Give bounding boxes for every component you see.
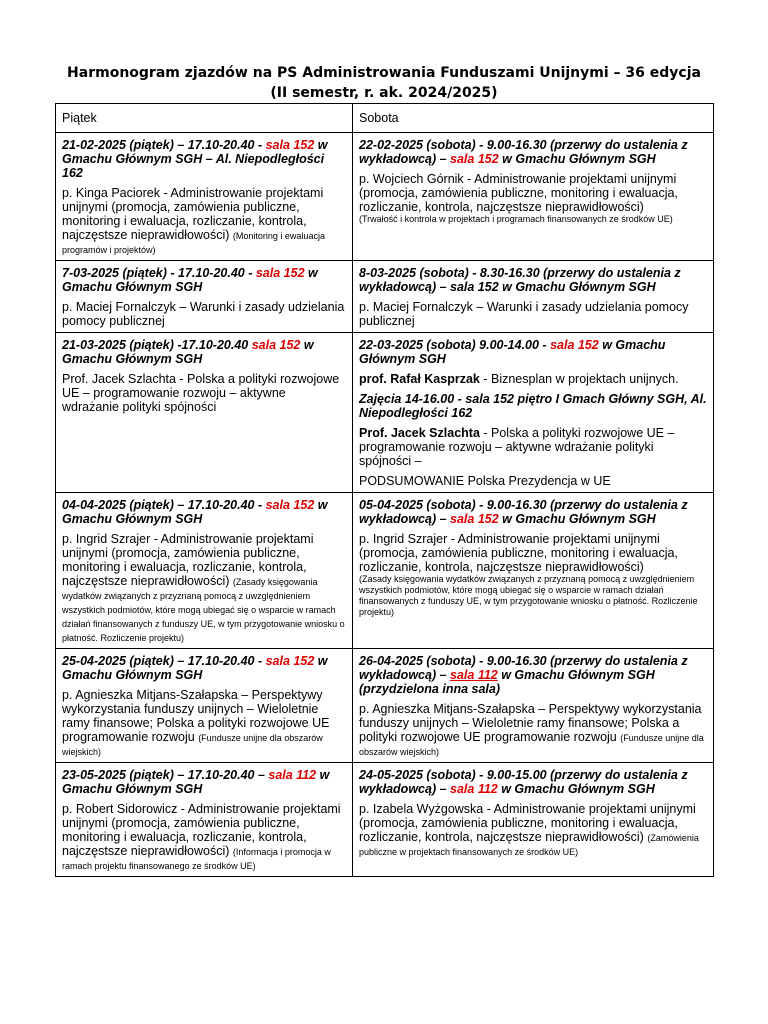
session-header: 22-03-2025 (sobota) 9.00-14.00 - sala 152 w Gmachu Głównym SGH [359,338,666,366]
table-row [56,649,714,763]
session-description: prof. Rafał Kasprzak - Biznesplan w projektach unijnych. [359,372,679,386]
room-label: sala 112 [450,782,498,796]
saturday-cell [353,649,714,763]
friday-cell [56,333,353,493]
room-label: sala 152 [265,654,315,668]
room-label: sala 152 [265,498,315,512]
session-note: (Zasady księgowania wydatków związanych z przyznaną pomocą z uwzględnieniem wszystkich podmiotów, które mogą ubiegać się o wsparcie w ramach działań finansowanych z funduszy UE, w tym przygotowanie wniosku o płatność. Rozliczenie projektu) [359,574,698,617]
session-header: 8-03-2025 (sobota) - 8.30-16.30 (przerwy do ustalenia z wykładowcą) – sala 152 w Gmachu Głównym SGH [359,266,681,294]
session-header: 26-04-2025 (sobota) - 9.00-16.30 (przerwy do ustalenia z wykładowcą) – sala 112 w Gmachu Głównym SGH (przydzielona inna sala) [359,654,688,696]
schedule-table [55,103,714,877]
session-note: (Monitoring i ewaluacja programów i projektów) [62,231,325,255]
header-saturday: Sobota [353,104,714,133]
session-note: (Fundusze unijne dla obszarów wiejskich) [62,733,323,757]
session-header: 04-04-2025 (piątek) – 17.10-20.40 - sala 152 w Gmachu Głównym SGH [62,498,328,526]
room-label: sala 152 [450,152,499,166]
extra-session-info: Zajęcia 14-16.00 - sala 152 piętro I Gmach Główny SGH, Al. Niepodległości 162 [359,392,707,420]
session-description: p. Robert Sidorowicz - Administrowanie projektami unijnymi (promocja, zamówienia publiczne, monitoring i ewaluacja, rozliczanie, kontrola, najczęstsze nieprawidłowości) (Informacja i promocja w ramach projektu finansowanego ze środków UE) [62,802,341,871]
session-header: 05-04-2025 (sobota) - 9.00-16.30 (przerwy do ustalenia z wykładowcą) – sala 152 w Gmachu Głównym SGH [359,498,688,526]
session-description: Prof. Jacek Szlachta - Polska a polityki rozwojowe UE – programowanie rozwoju – aktywne wdrażanie polityki spójności [62,372,340,414]
room-label: sala 152 [255,266,305,280]
room-label: sala 152 [265,138,315,152]
saturday-cell [353,261,714,333]
session-note: (Fundusze unijne dla obszarów wiejskich) [359,733,704,757]
session-header: 24-05-2025 (sobota) - 9.00-15.00 (przerwy do ustalenia z wykładowcą) – sala 112 w Gmachu Głównym SGH [359,768,688,796]
table-row [56,261,714,333]
session-description: p. Kinga Paciorek - Administrowanie projektami unijnymi (promocja, zamówienia publiczne, monitoring i ewaluacja, rozliczanie, kontrola, najczęstsze nieprawidłowości) (Monitoring i ewaluacja programów i projektów) [62,186,325,255]
session-description: p. Agnieszka Mitjans-Szałapska – Perspektywy wykorzystania funduszy unijnych – Wieloletnie ramy finansowe; Polska a polityki rozwojowe UE programowanie rozwoju (Fundusze unijne dla obszarów wiejskich) [359,702,704,757]
header-friday: Piątek [56,104,353,133]
session-note: (Trwałość i kontrola w projektach i programach finansowanych ze środków UE) [359,214,673,224]
session-header: 23-05-2025 (piątek) – 17.10-20.40 – sala 112 w Gmachu Głównym SGH [62,768,330,796]
saturday-cell [353,493,714,649]
friday-cell [56,261,353,333]
session-description: p. Maciej Fornalczyk – Warunki i zasady udzielania pomocy publicznej [359,300,689,328]
friday-cell [56,133,353,261]
room-label: sala 152 [450,512,499,526]
session-header: 21-03-2025 (piątek) -17.10-20.40 sala 152 w Gmachu Głównym SGH [62,338,314,366]
session-note: (Zamówienia publiczne w projektach finansowanych ze środków UE) [359,833,699,857]
session-description-2: Prof. Jacek Szlachta - Polska a polityki rozwojowe UE – programowanie rozwoju – aktywne wdrażanie polityki spójności – [359,426,675,468]
session-description: p. Wojciech Górnik - Administrowanie projektami unijnymi (promocja, zamówienia publiczne, monitoring i ewaluacja, rozliczanie, kontrola, najczęstsze nieprawidłowości) [359,172,678,214]
table-row [56,133,714,261]
room-label: sala 152 [550,338,599,352]
title-line-1: Harmonogram zjazdów na PS Administrowania Funduszami Unijnymi – 36 edycja [67,65,701,81]
summary-note: PODSUMOWANIE Polska Prezydencja w UE [359,474,611,488]
session-description: p. Maciej Fornalczyk – Warunki i zasady udzielania pomocy publicznej [62,300,345,328]
session-header: 21-02-2025 (piątek) – 17.10-20.40 - sala 152 w Gmachu Głównym SGH – Al. Niepodległości 162 [62,138,328,180]
session-note: (Informacja i promocja w ramach projektu finansowanego ze środków UE) [62,847,331,871]
lecturer-name: prof. Rafał Kasprzak [359,372,480,386]
session-header: 22-02-2025 (sobota) - 9.00-16.30 (przerwy do ustalenia z wykładowcą) – sala 152 w Gmachu Głównym SGH [359,138,688,166]
saturday-cell [353,763,714,877]
table-row [56,333,714,493]
session-description: p. Agnieszka Mitjans-Szałapska – Perspektywy wykorzystania funduszy unijnych – Wieloletnie ramy finansowe; Polska a polityki rozwojowe UE programowanie rozwoju (Fundusze unijne dla obszarów wiejskich) [62,688,330,757]
session-description: p. Ingrid Szrajer - Administrowanie projektami unijnymi (promocja, zamówienia publiczne, monitoring i ewaluacja, rozliczanie, kontrola, najczęstsze nieprawidłowości) [359,532,678,574]
saturday-cell [353,133,714,261]
session-header: 25-04-2025 (piątek) – 17.10-20.40 - sala 152 w Gmachu Głównym SGH [62,654,328,682]
saturday-cell [353,333,714,493]
table-row [56,493,714,649]
friday-cell [56,763,353,877]
lecturer-name: Prof. Jacek Szlachta [359,426,480,440]
room-label: sala 152 [251,338,301,352]
session-header: 7-03-2025 (piątek) - 17.10-20.40 - sala 152 w Gmachu Głównym SGH [62,266,318,294]
session-description: p. Ingrid Szrajer - Administrowanie projektami unijnymi (promocja, zamówienia publiczne, monitoring i ewaluacja, rozliczanie, kontrola, najczęstsze nieprawidłowości) (Zasady księgowania wydatków związanych z przyznaną pomocą z uwzględnieniem wszystkich podmiotów, które mogą ubiegać się o wsparcie w ramach działań finansowanych z funduszy UE, w tym przygotowanie wniosku o płatność. Rozliczenie projektu) [62,532,345,643]
title-line-2: (II semestr, r. ak. 2024/2025) [270,85,498,101]
room-label: sala 112 [268,768,317,782]
session-note: (Zasady księgowania wydatków związanych z przyznaną pomocą z uwzględnieniem wszystkich podmiotów, które mogą ubiegać się o wsparcie w ramach działań finansowanych z funduszy UE, w tym przygotowanie wniosku o płatność. Rozliczenie projektu) [62,577,345,643]
session-description: p. Izabela Wyżgowska - Administrowanie projektami unijnymi (promocja, zamówienia publiczne, monitoring i ewaluacja, rozliczanie, kontrola, najczęstsze nieprawidłowości) (Zamówienia publiczne w projektach finansowanych ze środków UE) [359,802,699,857]
friday-cell [56,493,353,649]
friday-cell [56,649,353,763]
table-row [56,763,714,877]
document-title [0,63,768,103]
table-header-row [56,104,714,133]
room-label: sala 112 [450,668,498,682]
